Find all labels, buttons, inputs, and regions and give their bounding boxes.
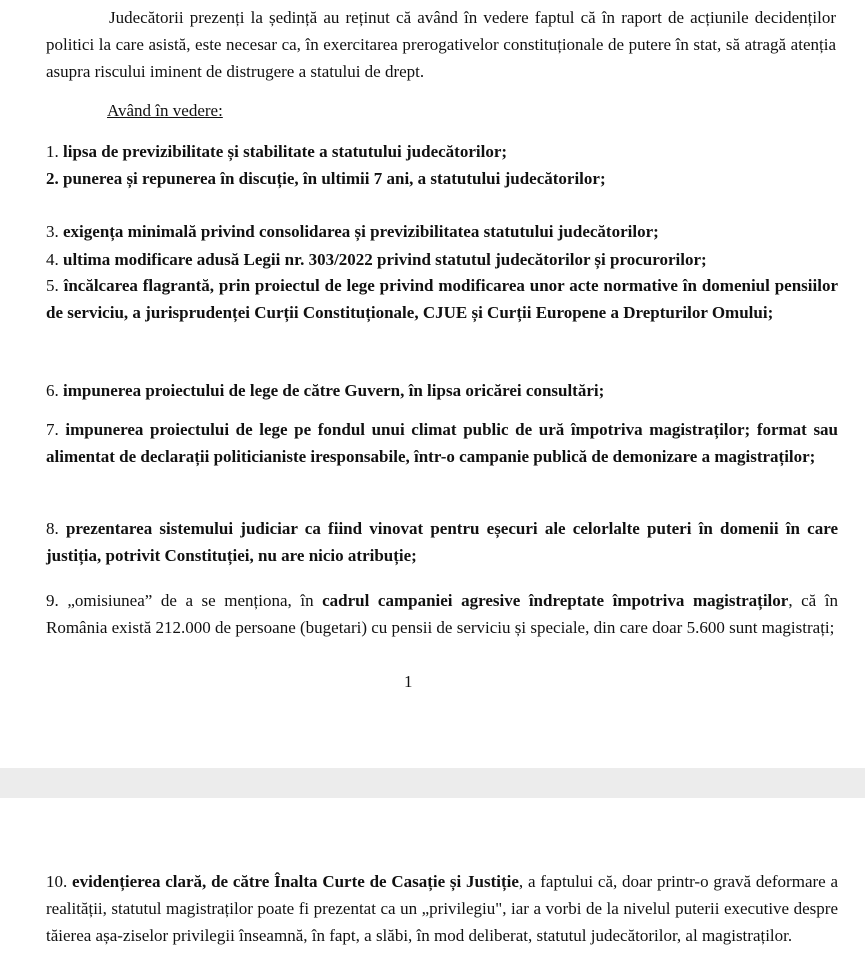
avand-in-vedere-heading: Având în vedere:: [107, 101, 223, 120]
list-item-1: 1. lipsa de previzibilitate și stabilitate a statutului judecătorilor;: [46, 142, 508, 161]
list-item-2: 2. punerea și repunerea în discuție, în ultimii 7 ani, a statutului judecătorilor;: [46, 169, 606, 188]
document-page-2: [0, 798, 865, 975]
list-item-4: 4. ultima modificare adusă Legii nr. 303/2022 privind statutul judecătorilor și procurorilor;: [46, 250, 707, 269]
intro-paragraph: Judecătorii prezenți la ședință au reținut că având în vedere faptul că în raport de acțiunile decidenților politici la care asistă, este necesar ca, în exercitarea prerogativelor constituționale de putere în stat, să atragă atenția asupra riscului iminent de distrugere a statului de drept.: [46, 8, 836, 81]
list-item-5: 5. încălcarea flagrantă, prin proiectul de lege privind modificarea unor acte normative în domeniul pensiilor de serviciu, a jurisprudenței Curții Constituționale, CJUE și Curții Europene a Drepturilor Omului;: [46, 276, 838, 322]
page-separator: [0, 768, 865, 798]
list-item-9: 9. „omisiunea” de a se menționa, în cadrul campaniei agresive îndreptate împotriva magistraților, că în România există 212.000 de persoane (bugetari) cu pensii de serviciu și speciale, din care doar 5.600 sunt magistrați;: [46, 591, 838, 637]
list-item-8: 8. prezentarea sistemului judiciar ca fiind vinovat pentru eșecuri ale celorlalte puteri în domenii în care justiția, potrivit Constituției, nu are nicio atribuție;: [46, 519, 838, 565]
list-item-3: 3. exigența minimală privind consolidarea și previzibilitatea statutului judecătorilor;: [46, 222, 659, 241]
list-item-10: 10. evidențierea clară, de către Înalta Curte de Casație și Justiție, a faptului că, doar printr-o gravă deformare a realității, statutul magistraților poate fi prezentat ca un „privilegiu", iar a vorbi de la nivelul puterii executive despre tăierea așa-ziselor privilegii înseamnă, în fapt, a slăbi, în mod deliberat, statutul judecătorilor, al magistraților.: [46, 872, 839, 945]
list-item-7: 7. impunerea proiectului de lege pe fondul unui climat public de ură împotriva magistraților; format sau alimentat de declarații politicianiste iresponsabile, într-o campanie publică de demonizare a magistraților;: [46, 420, 839, 466]
list-item-6: 6. impunerea proiectului de lege de către Guvern, în lipsa oricărei consultări;: [46, 381, 605, 400]
page-number: 1: [404, 672, 413, 691]
